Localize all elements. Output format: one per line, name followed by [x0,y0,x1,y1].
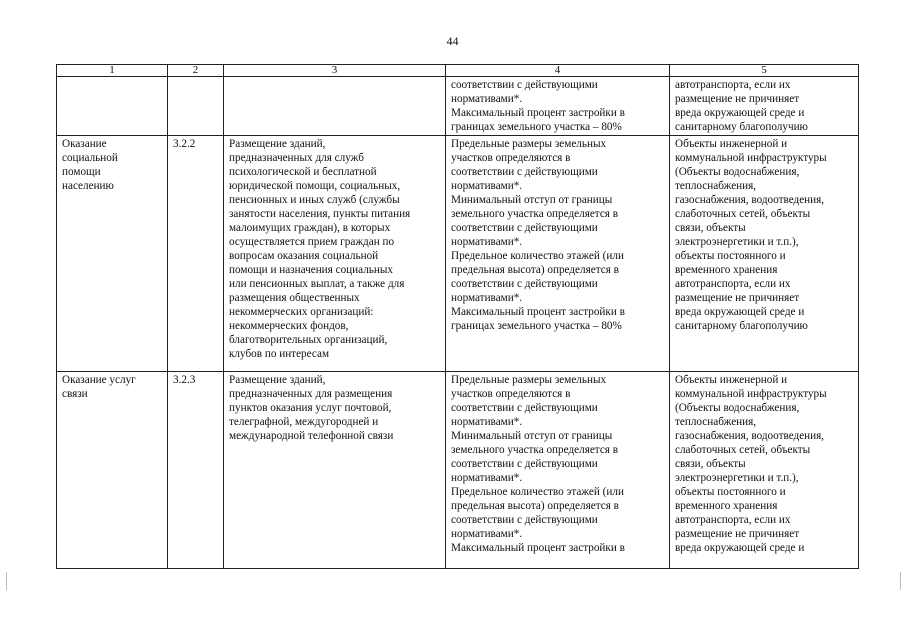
parameter-line: соответствии с действующими [451,402,598,414]
parameter-line: нормативами*. [451,528,523,540]
parameter-line: нормативами*. [451,180,523,192]
parameter-line: Максимальный процент застройки в [451,107,625,119]
parameter-line: Предельное количество этажей (или [451,486,624,498]
table-row [57,77,859,136]
table-row [57,372,859,569]
use-name-line: социальной [62,152,118,164]
description-line: Размещение зданий, [229,138,326,150]
parameters-cell [446,136,670,372]
auxiliary-line: слаботочных сетей, объекты [675,208,811,220]
auxiliary-line: Объекты инженерной и [675,138,788,150]
description-line: малоимущих граждан), в которых [229,222,391,234]
parameter-line: соответствии с действующими [451,222,598,234]
auxiliary-line: объекты постоянного и [675,486,786,498]
code-text: 3.2.2 [173,138,196,150]
description-line: осуществляется прием граждан по [229,236,395,248]
parameter-line: границах земельного участка – 80% [451,121,622,133]
parameter-line: соответствии с действующими [451,79,598,91]
description-line: или пенсионных выплат, а также для [229,278,405,290]
parameter-line: нормативами*. [451,292,523,304]
auxiliary-line: (Объекты водоснабжения, [675,166,800,178]
auxiliary-line: вреда окружающей среде и [675,306,805,318]
description-line: помощи и назначения социальных [229,264,393,276]
page-number: 44 [446,34,459,48]
description-line: Размещение зданий, [229,374,326,386]
table-row [57,136,859,372]
auxiliary-line: санитарному благополучию [675,121,808,133]
auxiliary-line: теплоснабжения, [675,180,757,192]
auxiliary-line: вреда окружающей среде и [675,542,805,554]
auxiliary-uses-cell [670,77,859,136]
parameter-line: предельная высота) определяется в [451,264,619,276]
parameter-line: Предельное количество этажей (или [451,250,624,262]
description-line: занятости населения, пункты питания [229,208,411,220]
auxiliary-uses-cell [670,136,859,372]
auxiliary-line: слаботочных сетей, объекты [675,444,811,456]
parameter-line: участков определяются в [451,152,571,164]
parameter-line: нормативами*. [451,416,523,428]
description-line: юридической помощи, социальных, [229,180,401,192]
parameter-line: нормативами*. [451,472,523,484]
code-text: 3.2.3 [173,374,196,386]
scan-margin-mark [900,572,901,590]
parameter-line: границах земельного участка – 80% [451,320,622,332]
parameter-line: соответствии с действующими [451,166,598,178]
auxiliary-line: автотранспорта, если их [675,514,791,526]
use-name-line: помощи [62,166,101,178]
use-name-line: Оказание [62,138,107,150]
description-line: телеграфной, междугородней и [229,416,379,428]
code-cell [168,77,224,136]
description-line: пенсионных и иных служб (службы [229,194,400,206]
use-name-line: населению [62,180,114,192]
parameter-line: Предельные размеры земельных [451,374,607,386]
parameter-line: Минимальный отступ от границы [451,430,613,442]
description-cell [224,136,446,372]
auxiliary-line: временного хранения [675,264,778,276]
auxiliary-line: автотранспорта, если их [675,278,791,290]
auxiliary-line: размещение не причиняет [675,528,800,540]
auxiliary-line: (Объекты водоснабжения, [675,402,800,414]
parameter-line: предельная высота) определяется в [451,500,619,512]
auxiliary-line: автотранспорта, если их [675,79,791,91]
description-line: некоммерческих фондов, [229,320,349,332]
description-line: вопросам оказания социальной [229,250,379,262]
description-line: размещения общественных [229,292,360,304]
auxiliary-line: Объекты инженерной и [675,374,788,386]
parameter-line: нормативами*. [451,93,523,105]
auxiliary-line: временного хранения [675,500,778,512]
auxiliary-line: газоснабжения, водоотведения, [675,194,825,206]
parameter-line: Минимальный отступ от границы [451,194,613,206]
auxiliary-line: коммунальной инфраструктуры [675,388,827,400]
description-line: предназначенных для служб [229,152,364,164]
parameter-line: Максимальный процент застройки в [451,306,625,318]
parameters-cell [446,372,670,569]
parameter-line: соответствии с действующими [451,514,598,526]
scan-margin-mark [6,572,7,590]
code-cell [168,372,224,569]
auxiliary-line: связи, объекты [675,222,746,234]
parameter-line: земельного участка определяется в [451,444,619,456]
auxiliary-line: связи, объекты [675,458,746,470]
column-header: 4 [446,65,670,77]
column-header: 1 [57,65,168,77]
parameter-line: соответствии с действующими [451,278,598,290]
auxiliary-line: размещение не причиняет [675,292,800,304]
parameter-line: Максимальный процент застройки в [451,542,625,554]
description-line: некоммерческих организаций: [229,306,374,318]
table-header-row [57,65,859,77]
auxiliary-line: газоснабжения, водоотведения, [675,430,825,442]
parameter-line: участков определяются в [451,388,571,400]
auxiliary-line: объекты постоянного и [675,250,786,262]
auxiliary-line: вреда окружающей среде и [675,107,805,119]
parameters-cell [446,77,670,136]
description-line: пунктов оказания услуг почтовой, [229,402,392,414]
auxiliary-line: электроэнергетики и т.п.), [675,472,799,484]
use-name-cell [57,372,168,569]
description-cell [224,77,446,136]
auxiliary-line: электроэнергетики и т.п.), [675,236,799,248]
use-name-cell [57,136,168,372]
land-use-table [56,64,859,569]
description-line: предназначенных для размещения [229,388,393,400]
parameter-line: Предельные размеры земельных [451,138,607,150]
description-line: благотворительных организаций, [229,334,388,346]
description-line: международной телефонной связи [229,430,394,442]
auxiliary-uses-cell [670,372,859,569]
auxiliary-line: коммунальной инфраструктуры [675,152,827,164]
parameter-line: земельного участка определяется в [451,208,619,220]
parameter-line: нормативами*. [451,236,523,248]
code-cell [168,136,224,372]
column-header: 2 [168,65,224,77]
use-name-line: Оказание услуг [62,374,136,386]
column-header: 5 [670,65,859,77]
description-cell [224,372,446,569]
description-line: психологической и бесплатной [229,166,377,178]
auxiliary-line: санитарному благополучию [675,320,808,332]
use-name-line: связи [62,388,88,400]
auxiliary-line: теплоснабжения, [675,416,757,428]
column-header: 3 [224,65,446,77]
auxiliary-line: размещение не причиняет [675,93,800,105]
description-line: клубов по интересам [229,348,330,360]
use-name-cell [57,77,168,136]
parameter-line: соответствии с действующими [451,458,598,470]
